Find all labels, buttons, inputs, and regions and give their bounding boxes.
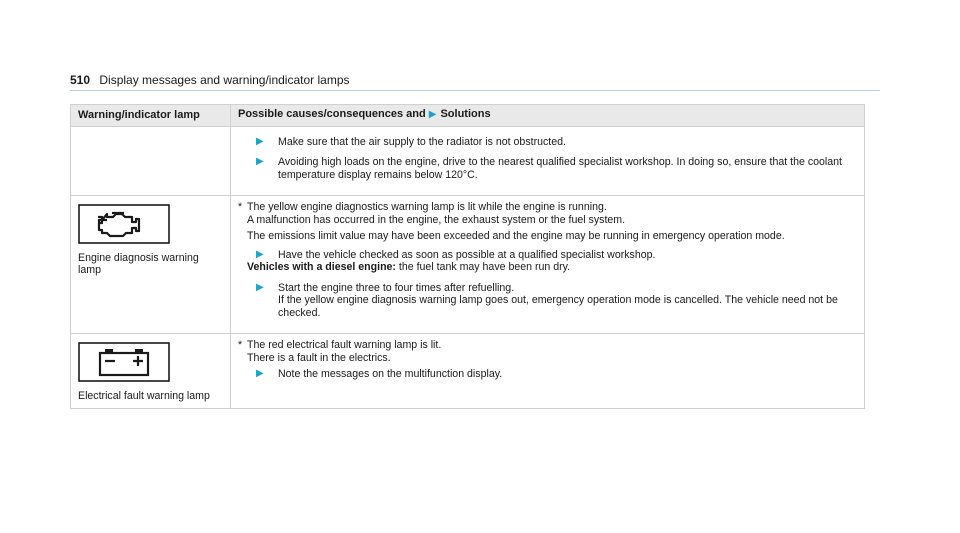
lamp-label: Electrical fault warning lamp [78,389,210,402]
play-arrow-icon: ▶ [256,248,264,260]
lamp-cell [71,334,231,409]
solution-bullet [238,282,857,320]
lamp-cell [71,196,231,334]
star-marker: * [238,201,243,213]
cause-text: There is a fault in the electrics. [247,351,391,364]
diesel-text: the fuel tank may have been run dry. [398,261,571,273]
solution-text: Avoiding high loads on the engine, drive to the nearest qualified specialist workshop. In doing so, ensure that the coolant temperature display remains below 120°C. [278,156,842,181]
diesel-note [238,261,857,274]
solution-text: If the yellow engine diagnosis warning lamp goes out, emergency operation mode is cancelled. The vehicle need not be checked. [278,294,838,319]
cause-text: A malfunction has occurred in the engine, the exhaust system or the fuel system. [247,213,626,226]
solution-text: Have the vehicle checked as soon as possible at a qualified specialist workshop. [278,248,656,261]
causes-cell [231,334,865,409]
solution-bullet [238,249,857,262]
warning-lamp-table [70,104,865,409]
lamp-cell-empty [71,126,231,196]
engine-diagnosis-icon [78,204,223,248]
causes-cell [231,126,865,196]
diesel-label: Vehicles with a diesel engine: [247,261,396,273]
cause-text: The yellow engine diagnostics warning lamp is lit while the engine is running. [247,201,607,213]
section-title: Display messages and warning/indicator lamps [99,73,350,87]
play-arrow-icon: ▶ [256,368,264,379]
table-row [71,126,865,196]
column-header-causes [231,105,865,127]
solution-text-group [278,282,857,320]
page-header [70,73,350,87]
solution-text: Start the engine three to four times after refuelling. [278,281,515,294]
solution-bullet [238,368,857,381]
causes-cell [231,196,865,334]
cause-block [238,339,857,364]
play-arrow-icon: ▶ [256,281,264,293]
solution-text: Make sure that the air supply to the radiator is not obstructed. [278,135,566,148]
lamp-label: Engine diagnosis warning lamp [78,251,199,276]
header-divider [70,90,880,91]
column-header-lamp: Warning/indicator lamp [71,105,231,127]
star-marker: * [238,339,243,351]
column-header-causes-text: Possible causes/consequences and [238,108,426,120]
cause-block [238,201,857,226]
play-arrow-icon: ▶ [428,109,437,120]
cause-text: The red electrical fault warning lamp is lit. [247,339,442,351]
table-header-row [71,105,865,127]
play-arrow-icon: ▶ [256,156,264,167]
table-row [71,196,865,334]
solution-text: Note the messages on the multifunction display. [278,368,503,380]
solution-bullet [238,136,857,149]
battery-icon [78,342,223,386]
page-number: 510 [70,73,91,87]
play-arrow-icon: ▶ [256,135,264,147]
emissions-text: The emissions limit value may have been exceeded and the engine may be running in emergency operation mode. [247,230,785,242]
solution-bullet [238,156,857,181]
column-header-solutions: Solutions [440,108,491,120]
table-row [71,334,865,409]
